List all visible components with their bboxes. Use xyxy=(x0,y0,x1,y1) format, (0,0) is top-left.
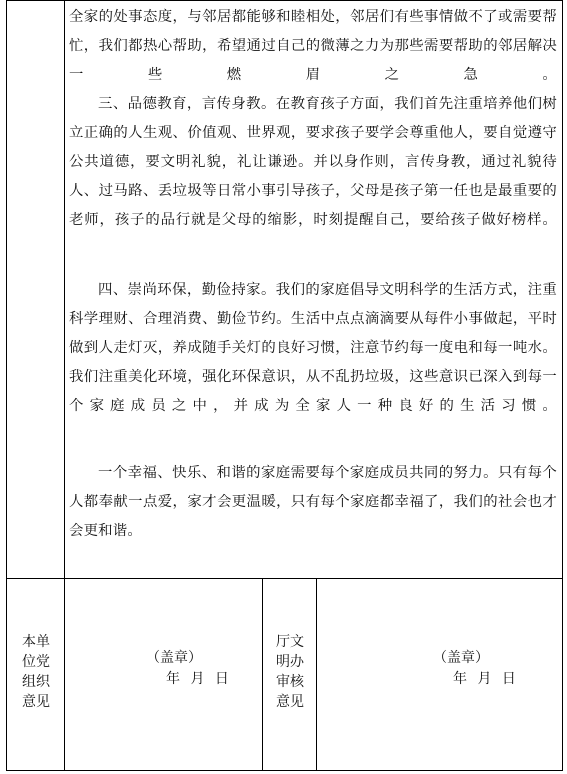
office-opinion-label xyxy=(268,632,312,712)
office-label-left-divider xyxy=(262,578,263,771)
unit-opinion-label-line: 组织 xyxy=(22,674,50,690)
content-paragraph-3: 四、崇尚环保，勤俭持家。我们的家庭倡导文明科学的生活方式，注重科学理财、合理消费、勤俭节约。生活中点点滴滴要从每件小事做起，平时做到人走灯灭，养成随手关灯的良好习惯，注意节约每一度电和每一吨水。我们注重美化环境，强化环保意识，从不乱扔垃圾，这些意识已深入到每一个家庭成员之中，并成为全家人一种良好的生活习惯。 xyxy=(69,282,557,415)
unit-opinion-label-line: 意见 xyxy=(22,694,50,710)
content-paragraph-2: 三、品德教育，言传身教。在教育孩子方面，我们首先注重培养他们树立正确的人生观、价值观、世界观，要求孩子要学会尊重他人，要自觉遵守公共道德，要文明礼貌，礼让谦逊。并以身作则，言传身教，通过礼貌待人、过马路、丢垃圾等日常小事引导孩子，父母是孩子第一任也是最重要的老师，孩子的品行就是父母的缩影，时刻提醒自己，要给孩子做好榜样。 xyxy=(69,96,557,229)
office-label-right-divider xyxy=(316,578,317,771)
office-seal-text: （盖章） xyxy=(433,650,489,666)
unit-seal-text: （盖章） xyxy=(146,650,202,666)
table-border-top xyxy=(6,0,563,1)
table-border-left xyxy=(6,0,7,771)
office-opinion-label-line: 意见 xyxy=(276,694,304,710)
office-opinion-label-line: 厅文 xyxy=(276,634,304,650)
footer-row-divider xyxy=(6,578,563,579)
content-paragraph-1: 全家的处事态度，与邻居都能够和睦相处，邻居们有些事情做不了或需要帮忙，我们都热心帮助，希望通过自己的微薄之力为那些需要帮助的邻居解决一些燃眉之急。 xyxy=(69,9,557,84)
office-date-text: 年 月 日 xyxy=(453,671,516,687)
office-opinion-label-line: 审核 xyxy=(276,674,304,690)
unit-opinion-label-line: 位党 xyxy=(22,654,50,670)
content-paragraph-4: 一个幸福、快乐、和谐的家庭需要每个家庭成员共同的努力。只有每个人都奉献一点爱，家才会更温暖，只有每个家庭都幸福了，我们的社会也才会更和谐。 xyxy=(69,465,557,540)
label-column-divider xyxy=(64,0,65,771)
table-border-bottom xyxy=(6,770,563,771)
unit-opinion-label xyxy=(14,632,58,712)
unit-opinion-label-line: 本单 xyxy=(22,634,50,650)
table-border-right xyxy=(562,0,563,771)
unit-date-text: 年 月 日 xyxy=(166,671,229,687)
office-opinion-label-line: 明办 xyxy=(276,654,304,670)
